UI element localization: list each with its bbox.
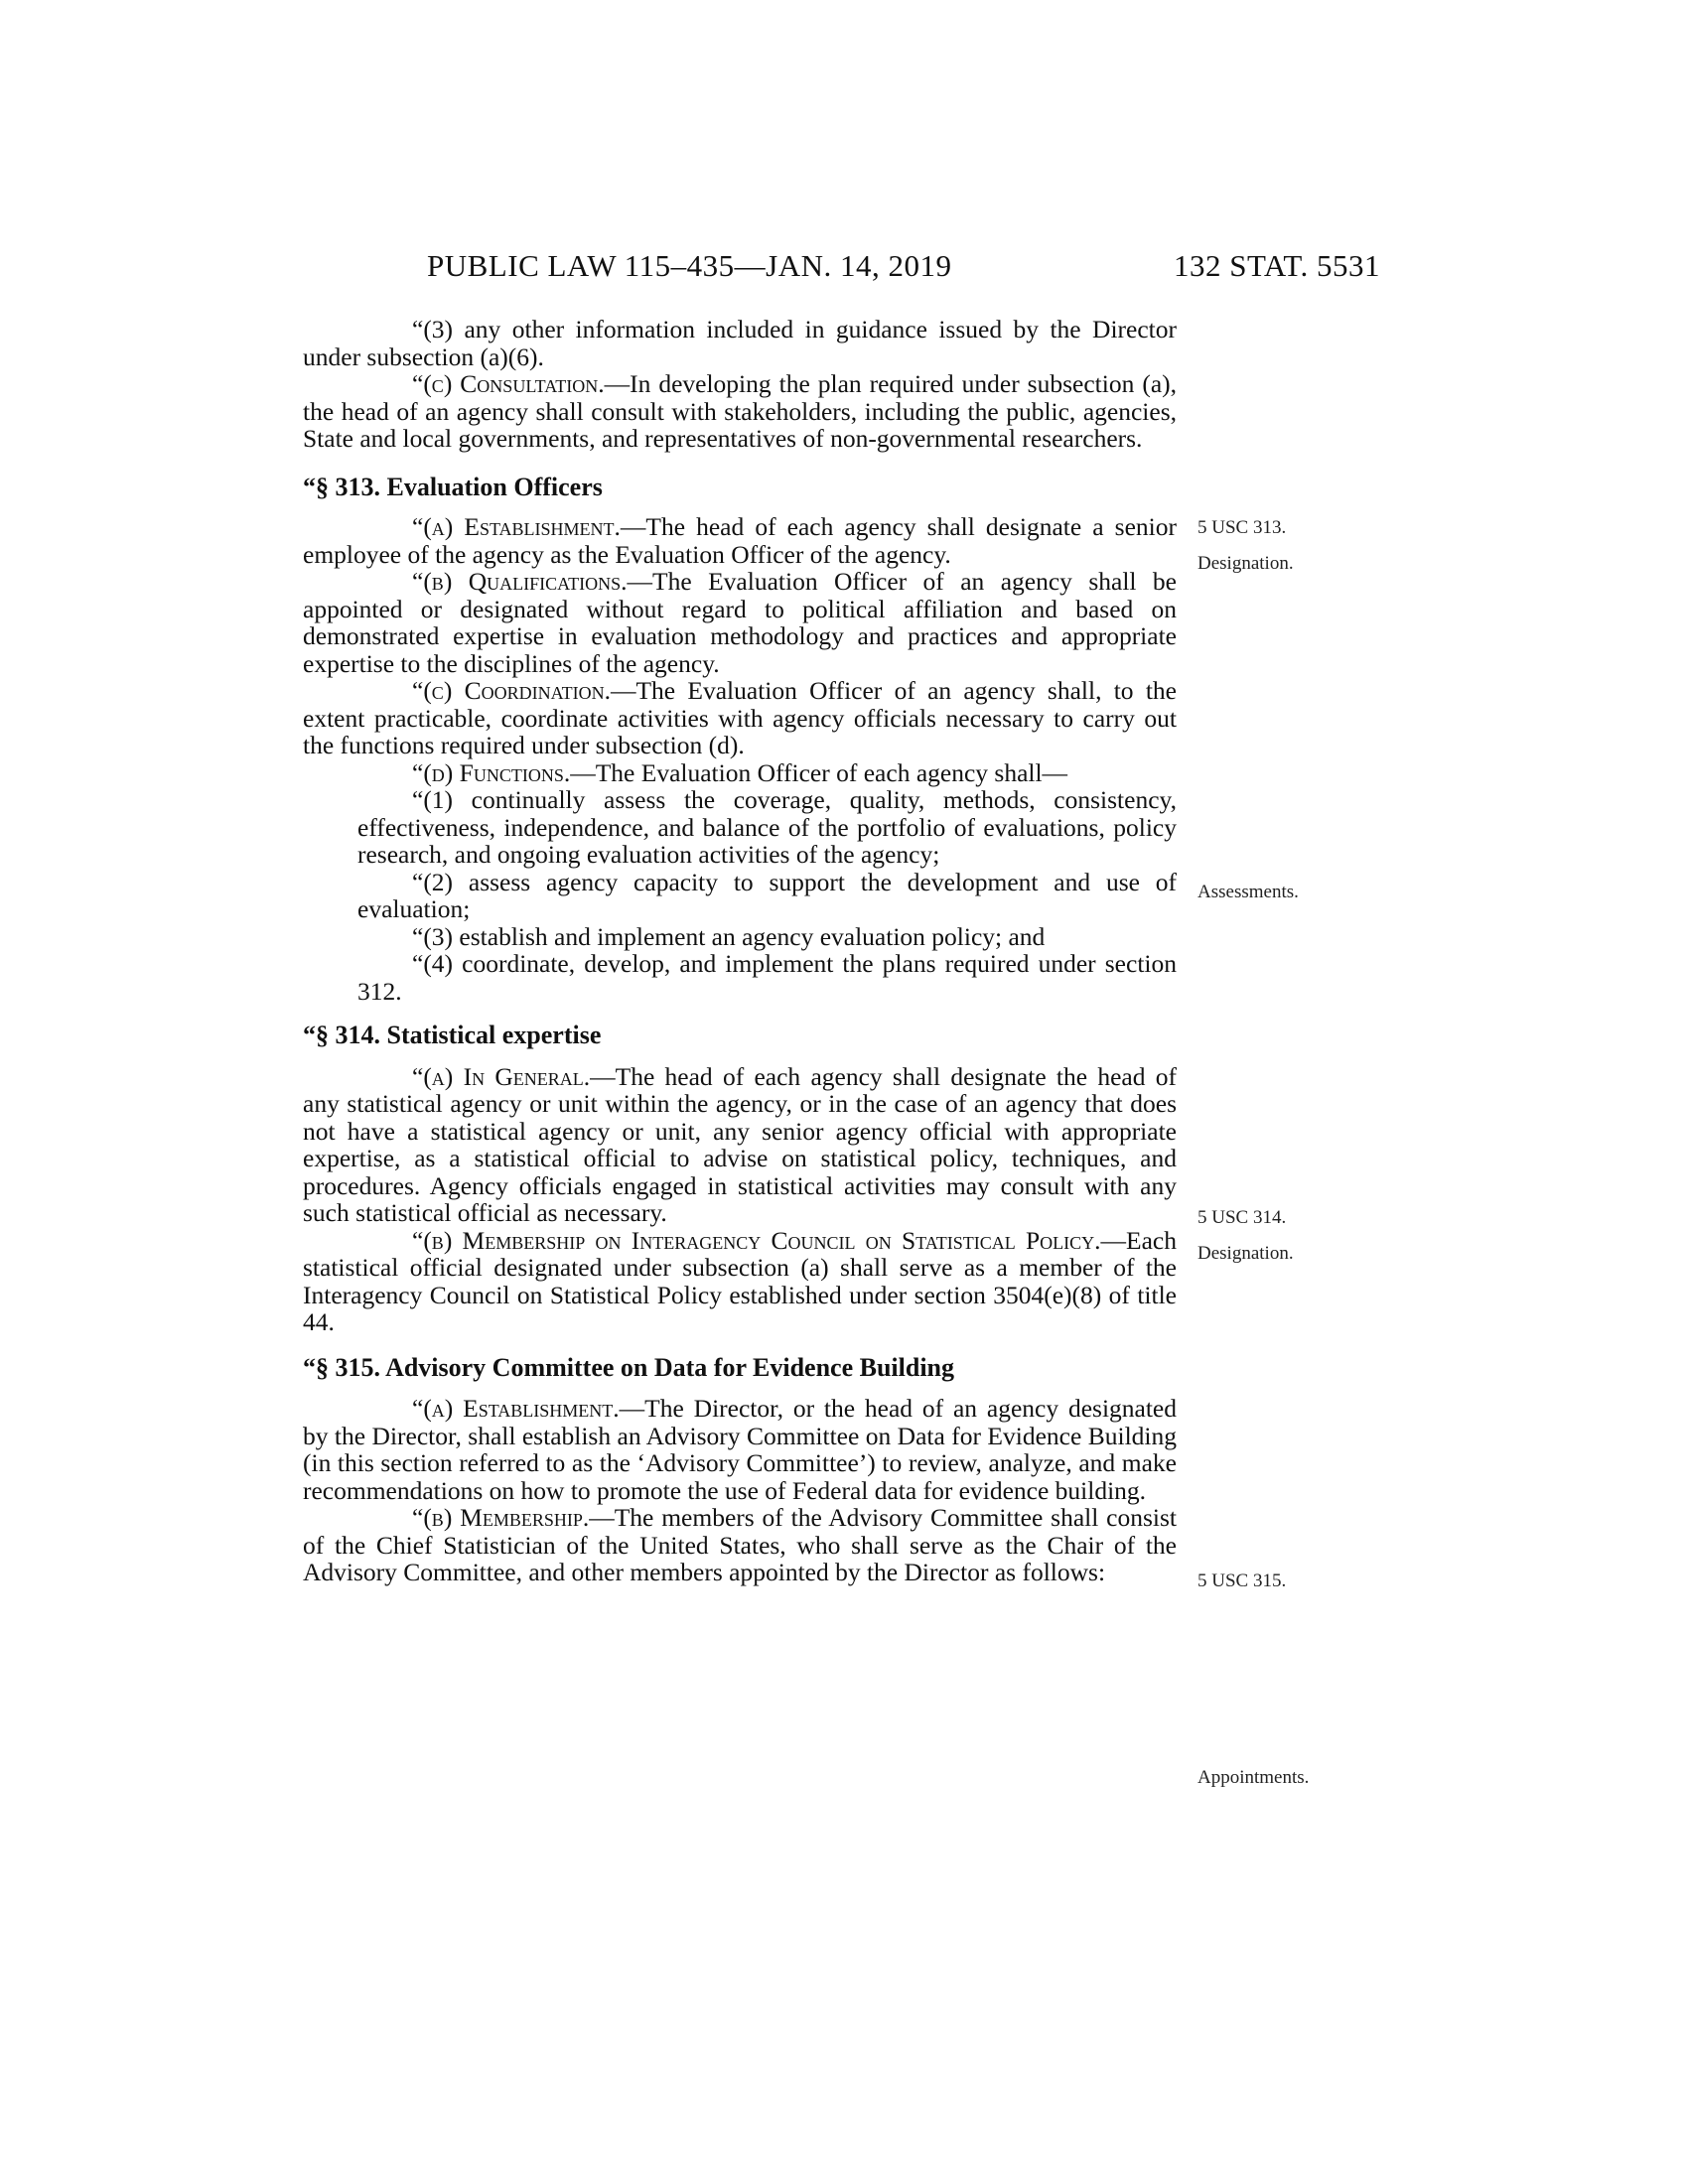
text-315-a: —The Director, or the head of an agency designated by the Director, shall establish an Advisory Committee on Data for Evidence Building (in this section referred to as the ‘Advisory Committee’) to review, analyze, and make recommendations on how to promote the use of Federal data for evidence building.	[303, 1394, 1177, 1505]
paragraph-consultation	[303, 370, 1177, 453]
paragraph-313-d1: “(1) continually assess the coverage, quality, methods, consistency, effectiveness, independence, and balance of the portfolio of evaluations, policy research, and ongoing evaluation activities of the agency;	[357, 785, 1177, 869]
text-313-b: —The Evaluation Officer of an agency shall be appointed or designated without regard to political affiliation and based on demonstrated expertise in evaluation methodology and practices and appropriate expertise to the disciplines of the agency.	[303, 567, 1177, 678]
paragraph-313-a	[303, 513, 1177, 568]
label-314-b: “(b) Membership on Interagency Council on Statistical Policy.	[412, 1225, 1101, 1255]
paragraph-313-d2: “(2) assess agency capacity to support the development and use of evaluation;	[357, 867, 1177, 923]
margin-note-5usc314: 5 USC 314.	[1197, 1207, 1287, 1228]
margin-note-assessments: Assessments.	[1197, 882, 1299, 902]
margin-note-designation-314: Designation.	[1197, 1243, 1294, 1264]
margin-note-5usc313: 5 USC 313.	[1197, 517, 1287, 538]
paragraph-314-a	[303, 1063, 1177, 1227]
section-314-heading: “§ 314. Statistical expertise	[303, 1021, 602, 1049]
section-313-heading: “§ 313. Evaluation Officers	[303, 472, 603, 501]
margin-note-designation-313: Designation.	[1197, 553, 1294, 574]
section-315-heading: “§ 315. Advisory Committee on Data for Evidence Building	[303, 1352, 955, 1382]
paragraph-313-c	[303, 677, 1177, 759]
public-law-title: PUBLIC LAW 115–435—JAN. 14, 2019	[427, 248, 952, 283]
label-313-a: “(a) Establishment.	[412, 512, 621, 541]
paragraph-315-b	[303, 1504, 1177, 1586]
stat-page-number: 132 STAT. 5531	[1173, 248, 1380, 283]
running-head	[427, 248, 1380, 288]
text-314-a: —The head of each agency shall designate the head of any statistical agency or unit within the agency, or in the case of an agency that does not have a statistical agency or unit, any senior agency official with appropriate expertise, as a statistical official to advise on statistical policy, techniques, and procedures. Agency officials engaged in statistical activities may consult with any such statistical official as necessary.	[303, 1061, 1177, 1227]
label-313-d: “(d) Functions.	[412, 757, 571, 787]
paragraph-314-b	[303, 1227, 1177, 1336]
margin-note-appointments: Appointments.	[1197, 1767, 1310, 1788]
text-313-c: —The Evaluation Officer of an agency shall, to the extent practicable, coordinate activities with agency officials necessary to carry out the functions required under subsection (d).	[303, 676, 1177, 759]
paragraph-315-a	[303, 1395, 1177, 1504]
label-314-a: “(a) In General.	[412, 1061, 591, 1091]
label-313-c: “(c) Coordination.	[412, 676, 611, 705]
paragraph-313-b	[303, 568, 1177, 677]
label-313-b: “(b) Qualifications.	[412, 567, 628, 596]
document-body	[303, 316, 1177, 1586]
label-consultation: “(c) Consultation.	[412, 369, 605, 398]
label-315-a: “(a) Establishment.	[412, 1394, 620, 1423]
paragraph-c3: “(3) any other information included in guidance issued by the Director under subsection (a)(6).	[303, 315, 1177, 371]
label-315-b: “(b) Membership.	[412, 1503, 590, 1532]
margin-note-5usc315: 5 USC 315.	[1197, 1570, 1287, 1591]
paragraph-313-d	[303, 759, 1177, 787]
text-313-a: —The head of each agency shall designate a senior employee of the agency as the Evaluation Officer of the agency.	[303, 512, 1177, 569]
text-315-b: —The members of the Advisory Committee shall consist of the Chief Statistician of the United States, who shall serve as the Chair of the Advisory Committee, and other members appointed by the Director as follows:	[303, 1503, 1177, 1586]
text-313-d: —The Evaluation Officer of each agency shall—	[570, 757, 1068, 787]
paragraph-313-d3: “(3) establish and implement an agency evaluation policy; and	[412, 921, 1046, 951]
text-314-b: —Each statistical official designated under subsection (a) shall serve as a member of the Interagency Council on Statistical Policy established under section 3504(e)(8) of title 44.	[303, 1225, 1177, 1336]
text-consultation: —In developing the plan required under subsection (a), the head of an agency shall consult with stakeholders, including the public, agencies, State and local governments, and representatives of non-governmental researchers.	[303, 369, 1177, 453]
paragraph-313-d4: “(4) coordinate, develop, and implement the plans required under section 312.	[357, 949, 1177, 1006]
